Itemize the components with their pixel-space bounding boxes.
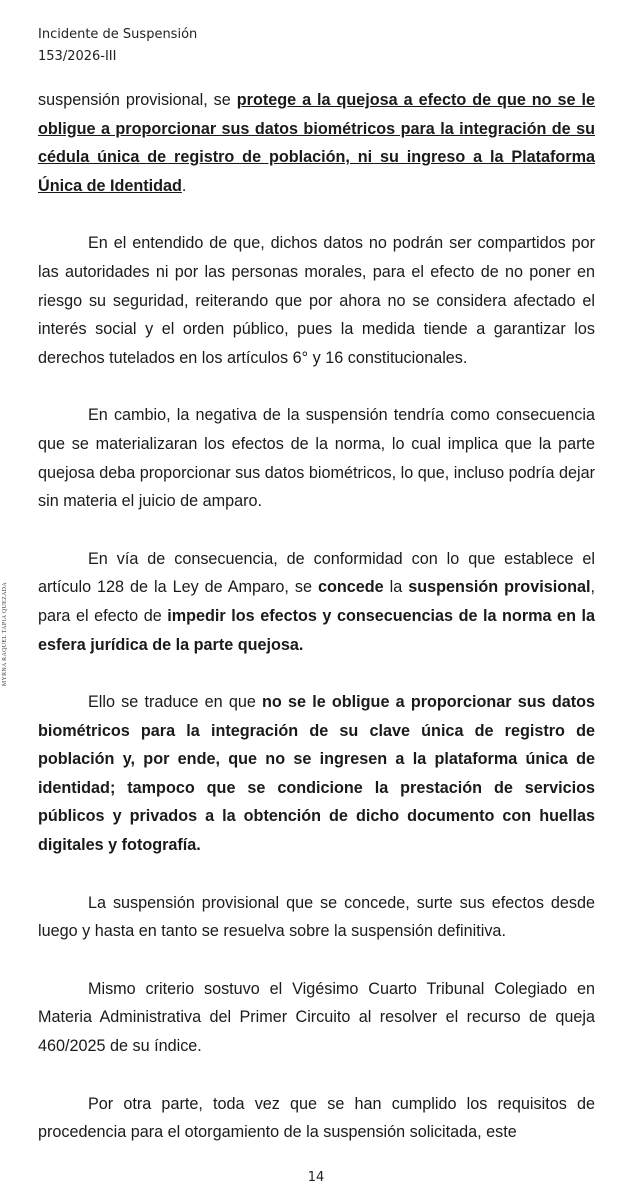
paragraph-5 xyxy=(38,688,595,860)
paragraph-8: Por otra parte, toda vez que se han cumplido los requisitos de procedencia para el otorgamiento de la suspensión solicitada, este xyxy=(38,1094,595,1142)
paragraph-4-text-a: En vía de consecuencia, de conformidad con lo que establece el artículo 128 de la Ley de Amparo, se xyxy=(38,549,595,597)
paragraph-2: En el entendido de que, dichos datos no podrán ser compartidos por las autoridades ni por las personas morales, para el efecto de no poner en riesgo su seguridad, reiterando que por ahora no se considera afectado el interés social y el orden público, pues la medida tiende a garantizar los derechos tutelados en los artículos 6° y 16 constitucionales. xyxy=(38,234,595,367)
header-case-number: 153/2026-III xyxy=(38,49,117,64)
header-title: Incidente de Suspensión xyxy=(38,27,198,42)
paragraph-5-text: Ello se traduce en que xyxy=(88,693,263,712)
paragraph-1 xyxy=(38,86,595,200)
paragraph-4-bold-effects: impedir los efectos y consecuencias de la norma en la esfera jurídica de la parte quejosa. xyxy=(38,606,595,654)
paragraph-1-text: suspensión provisional, se xyxy=(38,91,237,109)
paragraph-4-text-c: la xyxy=(383,578,409,597)
paragraph-5-bold: no se le obligue a proporcionar sus datos biométricos para la integración de su clave única de registro de población y, por ende, que no se ingresen a la plataforma única de identidad; tampoco que se condicione la prestación de servicios públicos y privados a la obtención de dicho documento con huellas digitales y fotografía. xyxy=(38,693,595,855)
paragraph-7: Mismo criterio sostuvo el Vigésimo Cuarto Tribunal Colegiado en Materia Administrativa del Primer Circuito al resolver el recurso de queja 460/2025 de su índice. xyxy=(38,979,595,1056)
paragraph-4-bold-suspension: suspensión provisional xyxy=(408,578,591,597)
paragraph-6: La suspensión provisional que se concede, surte sus efectos desde luego y hasta en tanto se resuelva sobre la suspensión definitiva. xyxy=(38,893,595,941)
paragraph-1-underlined: protege a la quejosa a efecto de que no se le obligue a proporcionar sus datos biométricos para la integración de su cédula única de registro de población, ni su ingreso a la Plataforma Única de Identidad xyxy=(38,91,595,195)
paragraph-1-end: . xyxy=(181,176,187,195)
document-body xyxy=(38,86,595,1176)
margin-signature-note: MYRNA RAQUEL TAPIA QUEZADA xyxy=(2,582,8,687)
page-number: 14 xyxy=(307,1170,325,1185)
document-header xyxy=(38,24,197,68)
paragraph-3: En cambio, la negativa de la suspensión tendría como consecuencia que se materializaran los efectos de la norma, lo cual implica que la parte quejosa deba proporcionar sus datos biométricos, lo que, incluso podría dejar sin materia el juicio de amparo. xyxy=(38,406,596,511)
paragraph-4 xyxy=(38,545,595,659)
paragraph-4-bold-concede: concede xyxy=(317,578,384,597)
paragraph-4-text-e: , para el efecto de xyxy=(38,578,595,625)
